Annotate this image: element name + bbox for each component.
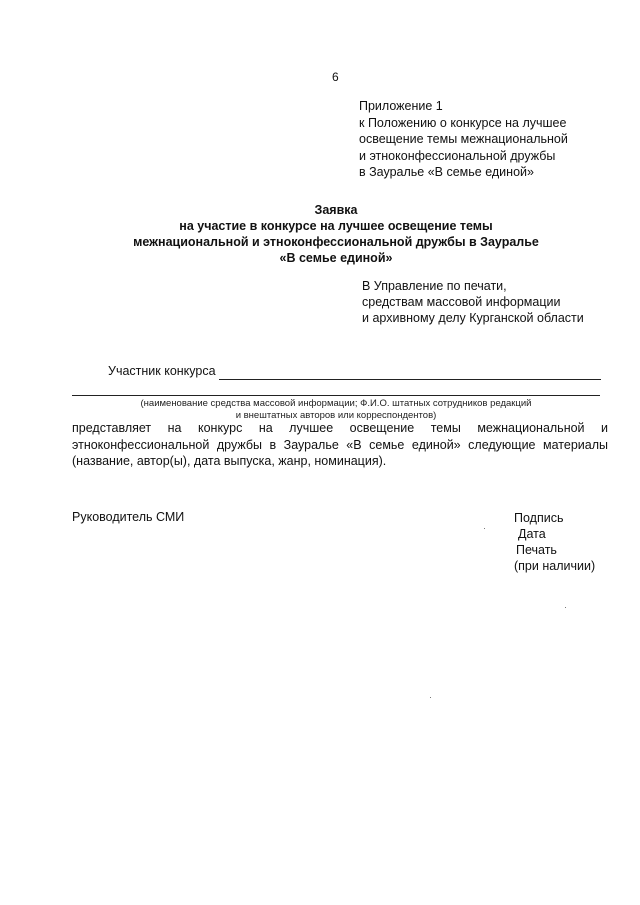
body-line: (название, автор(ы), дата выпуска, жанр, номинация). (72, 454, 387, 468)
addressee-block (362, 278, 584, 326)
appendix-line: и этноконфессиональной дружбы (359, 148, 556, 163)
appendix-line: освещение темы межнациональной (359, 132, 568, 146)
caption-line: и внештатных авторов или корреспондентов) (235, 410, 437, 421)
body-line: представляет на конкурс на лучшее освещение темы межнациональной и (72, 421, 608, 435)
participant-label: Участник конкурса (108, 364, 216, 378)
document-title (0, 202, 640, 266)
title-line: межнациональной и этноконфессиональной дружбы в Зауралье (133, 235, 539, 249)
fill-line-caption (72, 398, 600, 422)
scan-speck (430, 697, 431, 698)
participant-fill-line[interactable] (219, 379, 601, 380)
body-line: этноконфессиональной дружбы в Зауралье «В семье единой» следующие материалы (72, 437, 608, 452)
title-line: на участие в конкурсе на лучшее освещение темы (179, 219, 493, 233)
addressee-line: средствам массовой информации (362, 295, 561, 309)
appendix-reference (359, 98, 568, 181)
page-number: 6 (332, 70, 339, 84)
addressee-line: В Управление по печати, (362, 279, 507, 293)
application-body (72, 420, 608, 470)
signature-line: Подпись (514, 511, 564, 525)
caption-line: (наименование средства массовой информации; Ф.И.О. штатных сотрудников редакций (140, 398, 532, 409)
date-line: Дата (518, 527, 546, 541)
appendix-line: в Зауралье «В семье единой» (359, 165, 534, 179)
scan-speck (565, 607, 566, 608)
stamp-line: Печать (516, 543, 557, 557)
scan-speck (484, 528, 485, 529)
signature-block (514, 510, 595, 574)
participant-fill-line-second[interactable] (72, 395, 600, 396)
title-heading: Заявка (314, 203, 358, 217)
head-of-media-label: Руководитель СМИ (72, 510, 185, 524)
stamp-note: (при наличии) (514, 559, 596, 573)
appendix-line: Приложение 1 (359, 99, 443, 113)
title-line: «В семье единой» (279, 251, 393, 265)
appendix-line: к Положению о конкурсе на лучшее (359, 115, 567, 130)
addressee-line: и архивному делу Курганской области (362, 311, 584, 325)
